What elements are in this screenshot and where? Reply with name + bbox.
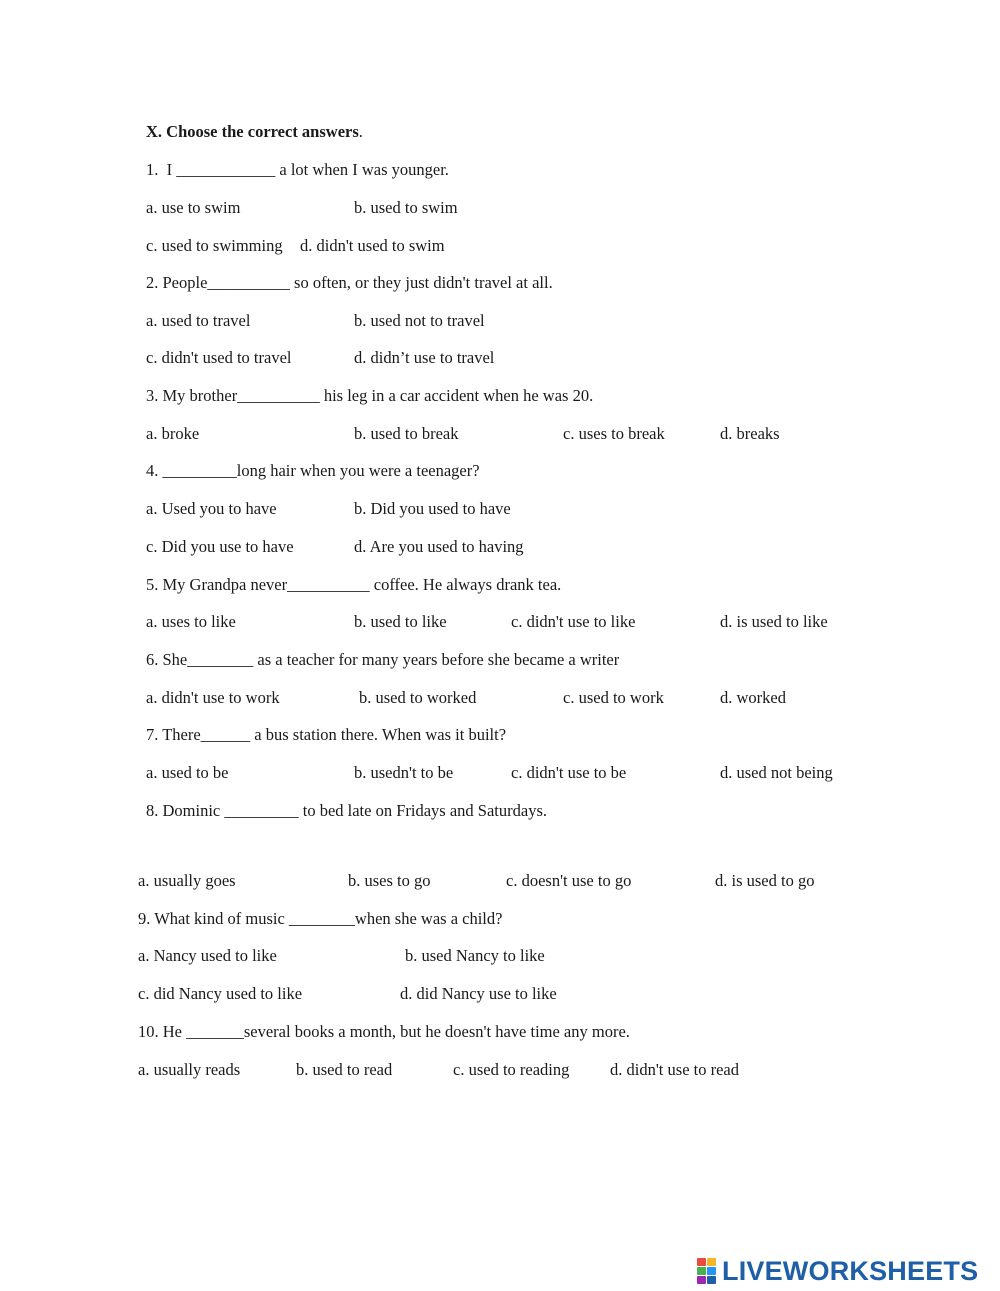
question-1-stem: 1. I ____________ a lot when I was younger. (146, 160, 449, 179)
question-2-stem: 2. People__________ so often, or they just didn't travel at all. (146, 273, 553, 292)
question-10-option-c[interactable]: c. used to reading (453, 1060, 570, 1079)
question-9-option-a[interactable]: a. Nancy used to like (138, 946, 277, 965)
question-8-option-c[interactable]: c. doesn't use to go (506, 871, 632, 890)
question-10-option-b[interactable]: b. used to read (296, 1060, 393, 1079)
question-7-option-d[interactable]: d. used not being (720, 763, 833, 782)
question-2-option-c[interactable]: c. didn't used to travel (146, 348, 292, 367)
question-6-option-b[interactable]: b. used to worked (359, 688, 477, 707)
question-4-option-b[interactable]: b. Did you used to have (354, 499, 511, 518)
question-1-option-c[interactable]: c. used to swimming (146, 236, 283, 255)
question-2-option-a[interactable]: a. used to travel (146, 311, 251, 330)
question-6-option-c[interactable]: c. used to work (563, 688, 664, 707)
question-5-option-a[interactable]: a. uses to like (146, 612, 236, 631)
question-10-option-d[interactable]: d. didn't use to read (610, 1060, 739, 1079)
question-8-option-a[interactable]: a. usually goes (138, 871, 236, 890)
brand-name: LIVEWORKSHEETS (722, 1255, 979, 1286)
question-9-option-b[interactable]: b. used Nancy to like (405, 946, 545, 965)
question-3-stem: 3. My brother__________ his leg in a car accident when he was 20. (146, 386, 594, 405)
question-4-option-d[interactable]: d. Are you used to having (354, 537, 524, 556)
question-1-option-a[interactable]: a. use to swim (146, 198, 241, 217)
question-10-stem: 10. He _______several books a month, but he doesn't have time any more. (138, 1022, 630, 1041)
question-7-option-c[interactable]: c. didn't use to be (511, 763, 627, 782)
question-3-option-b[interactable]: b. used to break (354, 424, 459, 443)
section-title: X. Choose the correct answers. (146, 122, 363, 141)
question-3-option-c[interactable]: c. uses to break (563, 424, 665, 443)
question-2-option-d[interactable]: d. didn’t use to travel (354, 348, 495, 367)
question-1-option-b[interactable]: b. used to swim (354, 198, 458, 217)
question-5-option-b[interactable]: b. used to like (354, 612, 447, 631)
question-9-stem: 9. What kind of music ________when she was a child? (138, 909, 503, 928)
question-8-option-b[interactable]: b. uses to go (348, 871, 431, 890)
question-1-option-d[interactable]: d. didn't used to swim (300, 236, 445, 255)
question-8-option-d[interactable]: d. is used to go (715, 871, 815, 890)
question-3-option-a[interactable]: a. broke (146, 424, 200, 443)
question-6-option-a[interactable]: a. didn't use to work (146, 688, 280, 707)
question-8-stem: 8. Dominic _________ to bed late on Fridays and Saturdays. (146, 801, 547, 820)
question-5-option-c[interactable]: c. didn't use to like (511, 612, 636, 631)
question-10-option-a[interactable]: a. usually reads (138, 1060, 241, 1079)
question-4-option-c[interactable]: c. Did you use to have (146, 537, 294, 556)
question-6-option-d[interactable]: d. worked (720, 688, 786, 707)
question-9-option-c[interactable]: c. did Nancy used to like (138, 984, 303, 1003)
question-4-option-a[interactable]: a. Used you to have (146, 499, 277, 518)
liveworksheets-logo[interactable] (697, 1257, 978, 1285)
question-9-option-d[interactable]: d. did Nancy use to like (400, 984, 557, 1003)
question-3-option-d[interactable]: d. breaks (720, 424, 780, 443)
question-6-stem: 6. She________ as a teacher for many years before she became a writer (146, 650, 620, 669)
question-7-option-b[interactable]: b. usedn't to be (354, 763, 454, 782)
liveworksheets-logo-icon (697, 1258, 719, 1284)
question-4-stem: 4. _________long hair when you were a teenager? (146, 461, 480, 480)
question-5-stem: 5. My Grandpa never__________ coffee. He always drank tea. (146, 575, 562, 594)
question-7-option-a[interactable]: a. used to be (146, 763, 229, 782)
question-7-stem: 7. There______ a bus station there. When was it built? (146, 725, 507, 744)
question-5-option-d[interactable]: d. is used to like (720, 612, 828, 631)
question-2-option-b[interactable]: b. used not to travel (354, 311, 485, 330)
